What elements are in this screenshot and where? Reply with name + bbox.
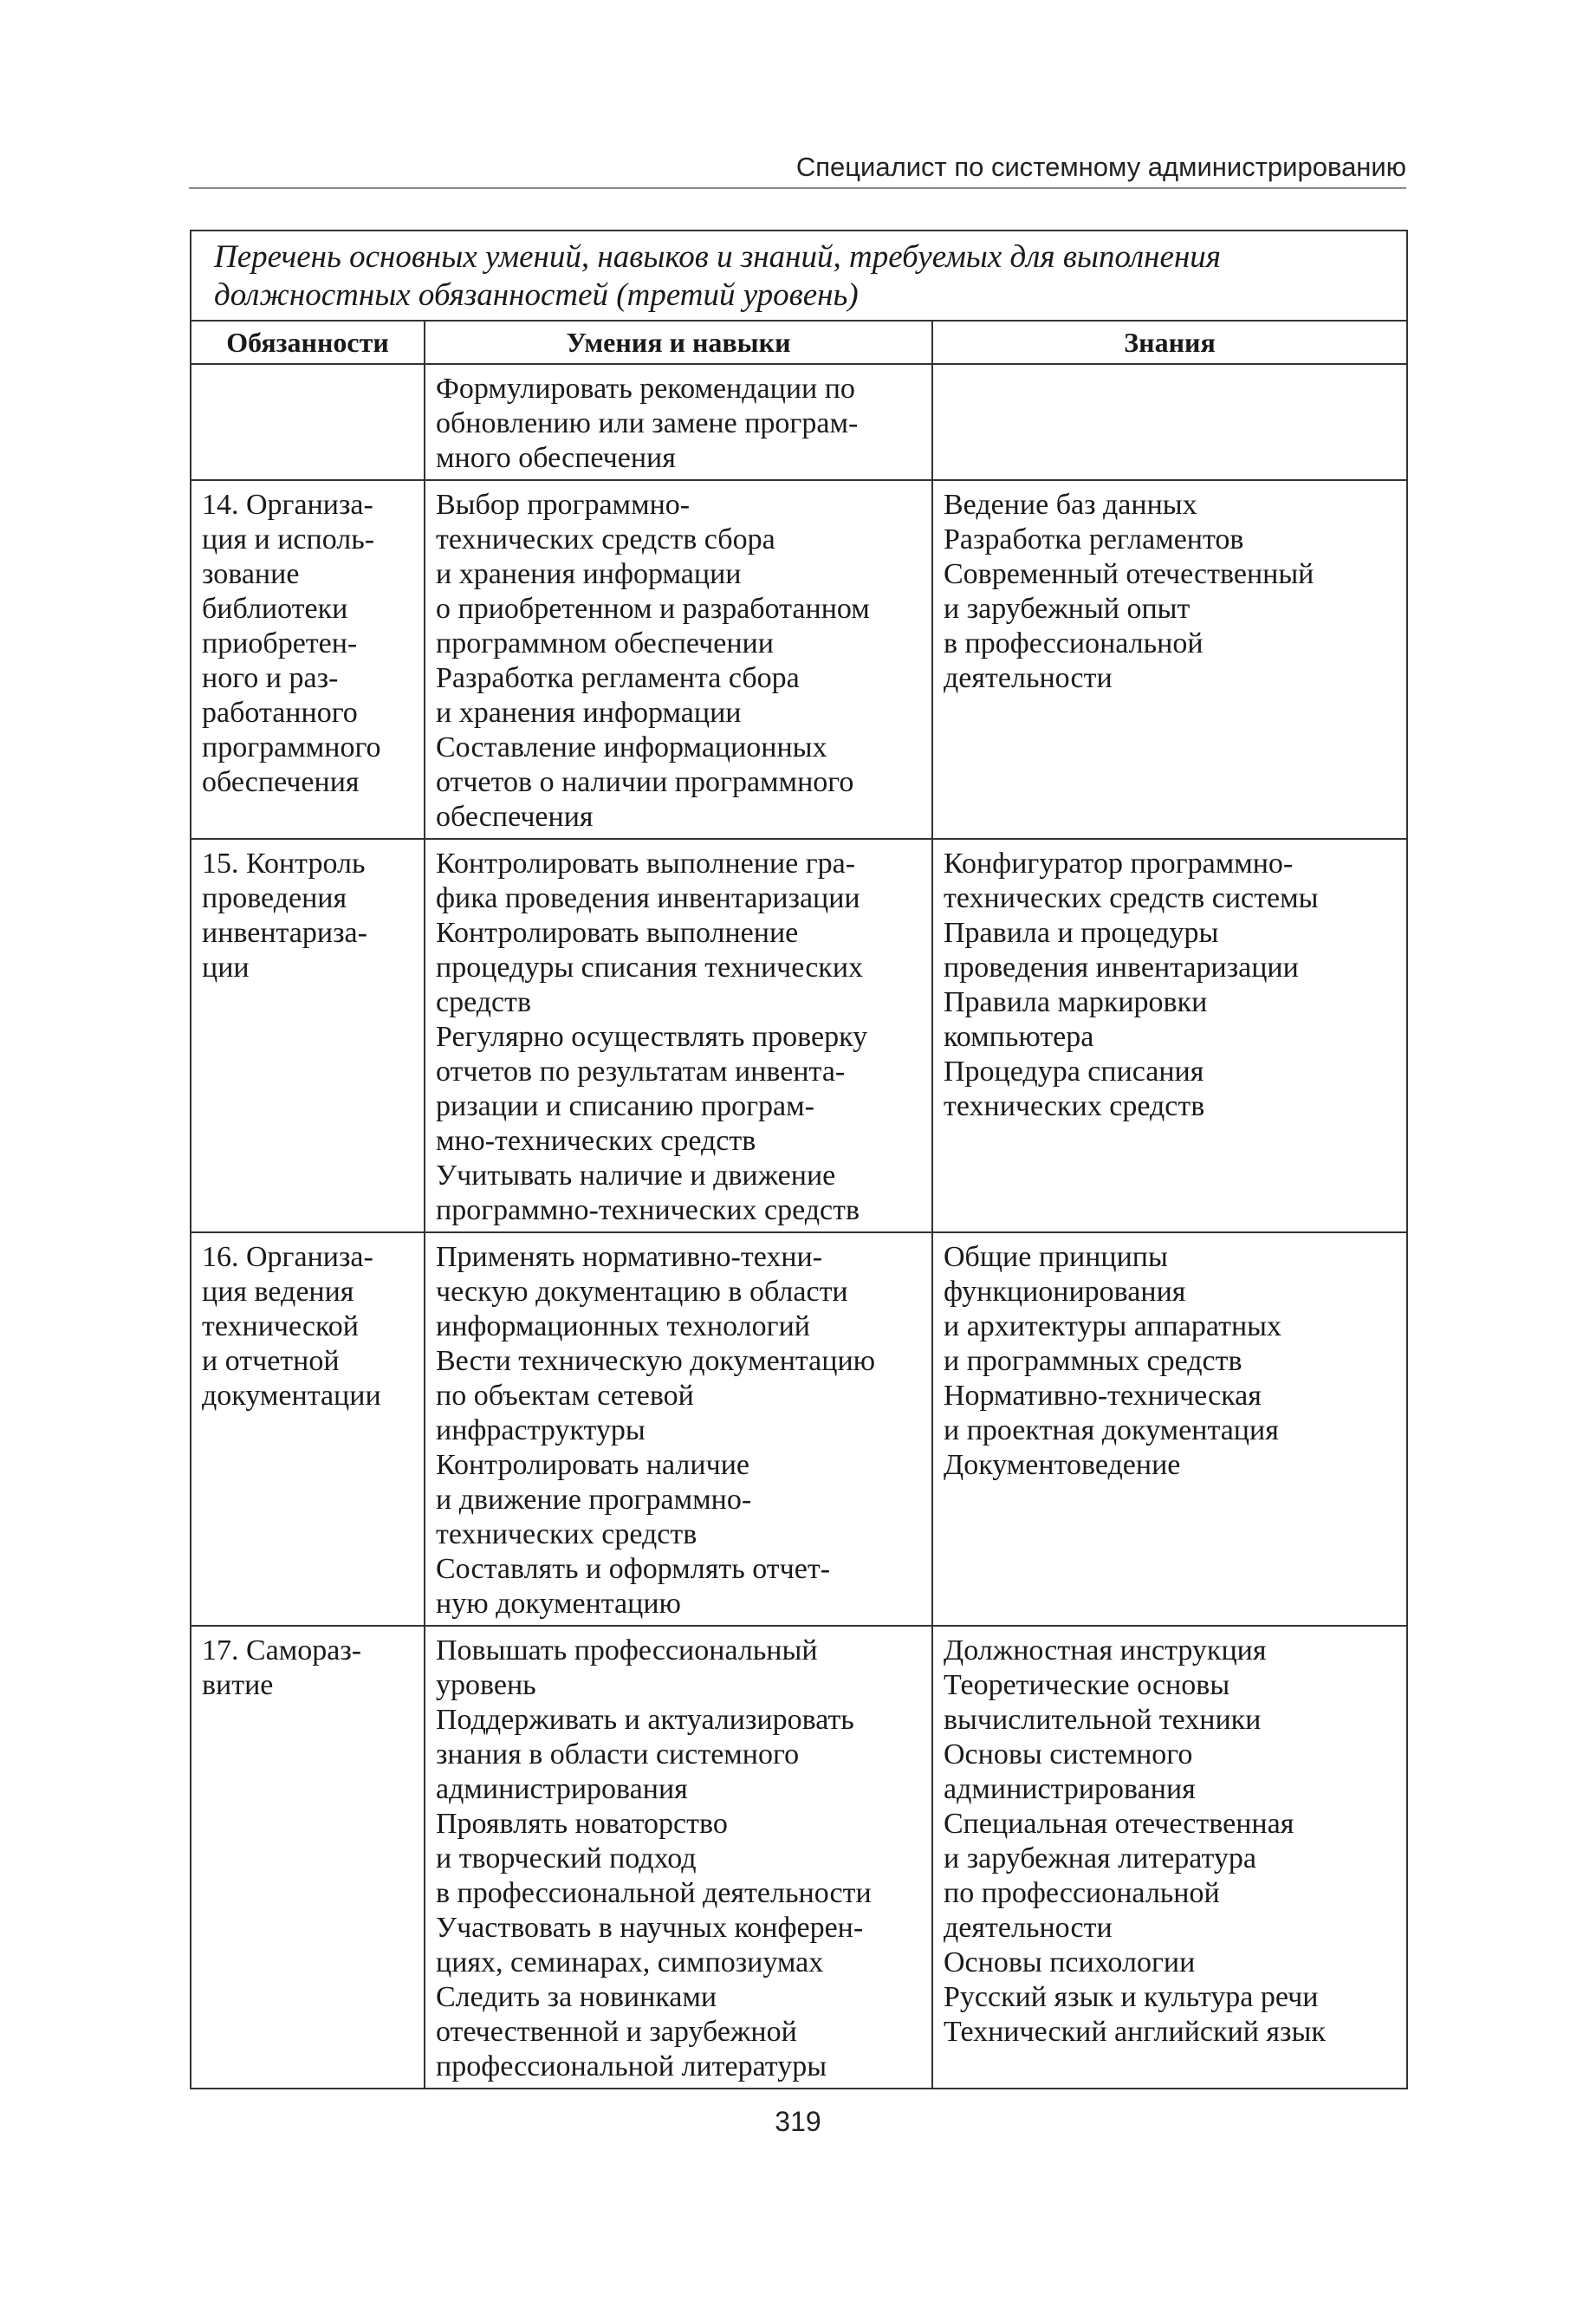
cell-text-line: Следить за новинками [436,1981,717,2013]
cell-text-line: по профессиональной [944,1877,1220,1909]
column-header-skills: Умения и навыки [425,321,932,364]
cell-text-line: Контролировать наличие [436,1449,749,1481]
cell-text-line: Формулировать рекомендации по [436,373,855,405]
cell-text-line: Разработка регламента сбора [436,662,800,694]
skills-cell [425,480,932,839]
cell-text-line: документации [202,1380,381,1412]
cell-text-line: Участвовать в научных конферен- [436,1912,864,1944]
cell-text-line: приобретен- [202,627,358,659]
cell-text-line: отчетов по результатам инвента- [436,1056,846,1088]
cell-text-line: обновлению или замене програм- [436,407,859,439]
cell-text-line: зование [202,558,300,590]
cell-text-line: Основы системного [944,1738,1193,1770]
cell-text-line: Контролировать выполнение гра- [436,848,856,880]
cell-text-line: проведения [202,882,347,914]
cell-text-line: программно-технических средств [436,1194,860,1226]
cell-text-line: Поддерживать и актуализировать [436,1704,854,1736]
cell-text-line: знания в области системного [436,1738,800,1770]
column-header-duties: Обязанности [191,321,425,364]
cell-text-line: ции [202,952,250,984]
cell-text-line: циях, семинарах, симпозиумах [436,1946,824,1978]
cell-text-line: обеспечения [436,801,594,833]
cell-text-line: Процедура списания [944,1056,1204,1088]
cell-text-line: Нормативно-техническая [944,1380,1262,1412]
cell-text-line: и архитектуры аппаратных [944,1310,1281,1342]
cell-text-line: Учитывать наличие и движение [436,1160,836,1192]
cell-text-line: 16. Организа- [202,1241,373,1273]
cell-text-line: информационных технологий [436,1310,810,1342]
cell-text-line: технических средств сбора [436,523,775,556]
knowledge-cell [932,1626,1407,2089]
cell-text-line: ризации и списанию програм- [436,1090,814,1122]
cell-text-line: Технический английский язык [944,2016,1326,2048]
cell-text-line: ческую документацию в области [436,1276,848,1308]
cell-text-line: программного [202,731,381,763]
cell-text-line: ного и раз- [202,662,339,694]
cell-text-line: Общие принципы [944,1241,1168,1273]
cell-text-line: и творческий подход [436,1842,697,1874]
cell-text-line: Документоведение [944,1449,1181,1481]
cell-text-line: в профессиональной деятельности [436,1877,872,1909]
duty-cell [191,364,425,480]
table-caption: Перечень основных умений, навыков и знаний, требуемых для выполнения должностных обязанностей (третий уровень) [191,231,1407,321]
cell-text-line: обеспечения [202,766,360,798]
table-row [191,839,1407,1232]
cell-text-line: уровень [436,1669,536,1701]
table-header-row [191,321,1407,364]
cell-text-line: технических средств [944,1090,1205,1122]
cell-text-line: компьютера [944,1021,1094,1053]
cell-text-line: ция и исполь- [202,523,375,556]
table-body [191,364,1407,2089]
cell-text-line: 17. Самораз- [202,1634,362,1667]
duty-cell [191,1626,425,2089]
cell-text-line: Применять нормативно-техни- [436,1241,823,1273]
cell-text-line: в профессиональной [944,627,1203,659]
cell-text-line: деятельности [944,662,1113,694]
cell-text-line: библиотеки [202,593,348,625]
cell-text-line: технических средств системы [944,882,1319,914]
knowledge-cell [932,839,1407,1232]
table-row [191,1232,1407,1626]
skills-cell [425,839,932,1232]
cell-text-line: процедуры списания технических [436,952,864,984]
cell-text-line: и программных средств [944,1345,1242,1377]
cell-text-line: профессиональной литературы [436,2050,827,2082]
cell-text-line: Правила и процедуры [944,917,1219,949]
cell-text-line: средств [436,986,532,1018]
cell-text-line: Основы психологии [944,1946,1196,1978]
cell-text-line: проведения инвентаризации [944,952,1299,984]
cell-text-line: отечественной и зарубежной [436,2016,797,2048]
cell-text-line: Русский язык и культура речи [944,1981,1319,2013]
cell-text-line: вычислительной техники [944,1704,1262,1736]
cell-text-line: технической [202,1310,360,1342]
cell-text-line: и проектная документация [944,1414,1279,1446]
cell-text-line: Проявлять новаторство [436,1808,728,1840]
cell-text-line: ция ведения [202,1276,354,1308]
competency-table-wrapper [190,230,1406,2089]
cell-text-line: много обеспечения [436,442,676,474]
cell-text-line: и зарубежная литература [944,1842,1257,1874]
competency-table [190,230,1408,2089]
cell-text-line: витие [202,1669,274,1701]
running-header [189,154,1406,189]
cell-text-line: деятельности [944,1912,1113,1944]
duty-cell [191,839,425,1232]
skills-cell [425,364,932,480]
cell-text-line: функционирования [944,1276,1186,1308]
cell-text-line: по объектам сетевой [436,1380,694,1412]
cell-text-line: Конфигуратор программно- [944,848,1294,880]
knowledge-cell [932,480,1407,839]
cell-text-line: 14. Организа- [202,489,373,521]
cell-text-line: Ведение баз данных [944,489,1197,521]
table-row [191,480,1407,839]
skills-cell [425,1626,932,2089]
table-row [191,364,1407,480]
knowledge-cell [932,364,1407,480]
cell-text-line: инвентариза- [202,917,367,949]
column-header-knowledge: Знания [932,321,1407,364]
cell-text-line: Составление информационных [436,731,827,763]
page-number: 319 [775,2106,821,2137]
cell-text-line: отчетов о наличии программного [436,766,854,798]
cell-text-line: и хранения информации [436,697,742,729]
cell-text-line: о приобретенном и разработанном [436,593,870,625]
duty-cell [191,1232,425,1626]
cell-text-line: Специальная отечественная [944,1808,1294,1840]
cell-text-line: и движение программно- [436,1484,752,1516]
table-caption-row [191,231,1407,321]
cell-text-line: Правила маркировки [944,986,1208,1018]
cell-text-line: Разработка регламентов [944,523,1244,556]
cell-text-line: Регулярно осуществлять проверку [436,1021,868,1053]
cell-text-line: и отчетной [202,1345,340,1377]
cell-text-line: фика проведения инвентаризации [436,882,860,914]
cell-text-line: инфраструктуры [436,1414,646,1446]
knowledge-cell [932,1232,1407,1626]
cell-text-line: администрирования [436,1773,688,1805]
cell-text-line: технических средств [436,1518,697,1550]
cell-text-line: Составлять и оформлять отчет- [436,1553,831,1585]
cell-text-line: Контролировать выполнение [436,917,799,949]
table-row [191,1626,1407,2089]
skills-cell [425,1232,932,1626]
cell-text-line: Теоретические основы [944,1669,1230,1701]
cell-text-line: программном обеспечении [436,627,774,659]
cell-text-line: Повышать профессиональный [436,1634,818,1667]
cell-text-line: ную документацию [436,1588,681,1620]
running-header-title: Специалист по системному администрированию [795,152,1406,182]
cell-text-line: Современный отечественный [944,558,1314,590]
cell-text-line: Должностная инструкция [944,1634,1267,1667]
cell-text-line: и хранения информации [436,558,742,590]
cell-text-line: работанного [202,697,358,729]
cell-text-line: 15. Контроль [202,848,366,880]
cell-text-line: мно-технических средств [436,1125,756,1157]
cell-text-line: и зарубежный опыт [944,593,1191,625]
cell-text-line: Вести техническую документацию [436,1345,876,1377]
cell-text-line: администрирования [944,1773,1196,1805]
duty-cell [191,480,425,839]
cell-text-line: Выбор программно- [436,489,691,521]
